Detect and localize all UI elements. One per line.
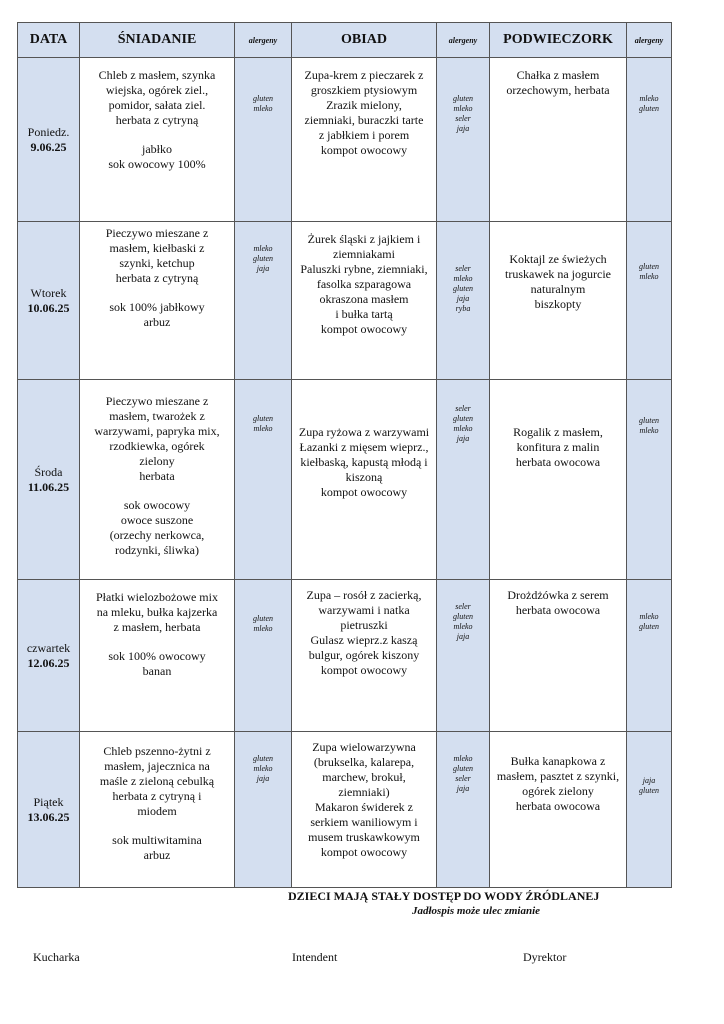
menu-line: Płatki wielozbożowe mix [96,590,218,604]
allergen-item: gluten [453,284,473,293]
allergen-item: gluten [253,614,273,623]
lunch-allergens-cell [437,580,490,732]
menu-line: miodem [137,804,177,818]
breakfast-allergens-cell [235,580,292,732]
menu-line: zielony [139,454,175,468]
menu-line: herbata z cytryną [115,113,199,127]
menu-line: Makaron świderek z [315,800,413,814]
allergen-item: mleko [639,272,659,281]
allergen-item: gluten [639,622,659,631]
allergen-item: jaja [456,632,470,641]
allergen-item: mleko [453,754,473,763]
menu-line: warzywami, papryka mix, [94,424,220,438]
menu-line: sok 100% jabłkowy [109,300,205,314]
allergen-item: jaja [642,776,656,785]
menu-line: maśle z zieloną cebulką [99,774,215,788]
menu-line: fasolka szparagowa [316,277,412,291]
menu-line: wiejska, ogórek ziel., [105,83,209,97]
menu-table [17,22,672,888]
line-gap [83,819,231,833]
lunch-cell [292,380,437,580]
allergen-item: jaja [456,784,470,793]
snack-allergens-cell [627,222,672,380]
menu-line: kompot owocowy [320,663,408,677]
snack-cell [490,58,627,222]
header-allergens-lunch: alergeny [437,23,490,58]
menu-line: serkiem waniliowym i [310,815,418,829]
allergen-item: jaja [456,124,470,133]
menu-line: okraszona masłem [319,292,409,306]
menu-row [18,580,672,732]
menu-line: Drożdżówka z serem [507,588,609,602]
header-date: DATA [18,23,80,58]
breakfast-allergens-cell [235,732,292,888]
allergen-item: gluten [253,414,273,423]
menu-line: ziemniaki, buraczki tarte [304,113,424,127]
header-allergens-snack: alergeny [627,23,672,58]
menu-line: Zupa – rosół z zacierką, [306,588,422,602]
snack-allergens-cell [627,380,672,580]
day-date: 10.06.25 [27,300,70,315]
line-gap [83,128,231,142]
breakfast-cell [80,732,235,888]
lunch-allergens-cell [437,58,490,222]
menu-line: Żurek śląski z jajkiem i [307,232,421,246]
menu-line: Zupa ryżowa z warzywami [298,425,430,439]
allergen-item: gluten [453,764,473,773]
breakfast-allergens-cell [235,222,292,380]
allergen-item: gluten [639,104,659,113]
menu-line: banan [142,664,172,678]
allergen-item: mleko [639,426,659,435]
lunch-allergens-cell [437,732,490,888]
day-date: 9.06.25 [30,139,67,154]
allergen-item: mleko [253,764,273,773]
menu-line: rzodkiewka, ogórek [109,439,205,453]
signature-cook: Kucharka [33,950,80,964]
menu-line: masłem, kiełbaski z [109,241,205,255]
menu-line: ogórek zielony [522,784,594,798]
allergen-item: gluten [253,254,273,263]
menu-line: arbuz [143,848,171,862]
lunch-cell [292,732,437,888]
menu-line: herbata owocowa [515,799,601,813]
menu-line: (orzechy nerkowca, [109,528,205,542]
menu-line: herbata owocowa [515,603,601,617]
allergen-item: seler [455,602,471,611]
menu-row [18,732,672,888]
day-cell [18,380,80,580]
allergen-item: seler [455,264,471,273]
day-cell [18,58,80,222]
menu-line: sok multiwitamina [112,833,202,847]
breakfast-cell [80,222,235,380]
menu-line: groszkiem ptysiowym [310,83,418,97]
header-breakfast: ŚNIADANIE [80,23,235,58]
allergen-item: mleko [453,424,473,433]
menu-line: Gulasz wieprz.z kaszą [310,633,418,647]
menu-line: Zupa wielowarzywna [312,740,416,754]
allergen-item: gluten [453,612,473,621]
allergen-item: mleko [453,104,473,113]
signature-director: Dyrektor [523,950,567,964]
snack-allergens-cell [627,580,672,732]
allergen-item: seler [455,114,471,123]
menu-line: sok owocowy 100% [108,157,206,171]
allergen-item: jaja [456,294,470,303]
allergen-item: mleko [453,622,473,631]
menu-line: szynki, ketchup [119,256,195,270]
allergen-item: gluten [253,94,273,103]
allergen-item: jaja [256,774,270,783]
day-name: Poniedz. [27,124,70,139]
line-gap [83,286,231,300]
menu-row [18,380,672,580]
menu-line: truskawek na jogurcie [505,267,611,281]
lunch-cell [292,58,437,222]
line-gap [83,635,231,649]
day-name: Piątek [33,794,64,809]
header-allergens-breakfast: alergeny [235,23,292,58]
menu-row [18,58,672,222]
day-cell [18,222,80,380]
allergen-item: gluten [639,786,659,795]
menu-line: naturalnym [530,282,586,296]
snack-cell [490,380,627,580]
menu-line: kompot owocowy [320,485,408,499]
menu-line: masłem, pasztet z szynki, [496,769,620,783]
menu-line: arbuz [143,315,171,329]
menu-line: z jabłkiem i porem [318,128,410,142]
menu-line: pietruszki [340,618,388,632]
allergen-item: jaja [256,264,270,273]
menu-line: orzechowym, herbata [506,83,610,97]
menu-line: Chałka z masłem [516,68,600,82]
allergen-item: mleko [639,612,659,621]
day-cell [18,732,80,888]
menu-line: pomidor, sałata ziel. [108,98,206,112]
breakfast-allergens-cell [235,58,292,222]
menu-line: Pieczywo mieszane z [105,226,209,240]
menu-line: owoce suszone [120,513,194,527]
menu-line: bulgur, ogórek kiszony [308,648,420,662]
allergen-item: mleko [453,274,473,283]
snack-cell [490,732,627,888]
menu-line: Chleb z masłem, szynka [98,68,216,82]
menu-line: sok 100% owocowy [108,649,206,663]
breakfast-cell [80,58,235,222]
day-date: 12.06.25 [27,655,70,670]
menu-line: marchew, brokuł, [322,770,406,784]
menu-line: ziemniakami [333,247,395,261]
day-date: 11.06.25 [27,479,70,494]
menu-line: masłem, twarożek z [109,409,205,423]
menu-line: musem truskawkowym [308,830,420,844]
menu-line: herbata z cytryną [115,271,199,285]
allergen-item: mleko [253,244,273,253]
menu-line: ziemniaki) [338,785,390,799]
breakfast-cell [80,580,235,732]
breakfast-allergens-cell [235,380,292,580]
menu-line: konfitura z malin [516,440,600,454]
menu-line: Łazanki z mięsem wieprz., [299,440,429,454]
menu-line: Chleb pszenno-żytni z [103,744,211,758]
menu-line: jabłko [142,142,172,156]
menu-line: z masłem, herbata [113,620,201,634]
signature-steward: Intendent [292,950,338,964]
header-snack: PODWIECZORK [490,23,627,58]
menu-line: kompot owocowy [320,143,408,157]
header-row [18,23,672,58]
allergen-item: seler [455,404,471,413]
day-date: 13.06.25 [27,809,70,824]
allergen-item: mleko [253,104,273,113]
menu-line: rodzynki, śliwka) [115,543,199,557]
menu-change-note: Jadłospis może ulec zmianie [412,905,541,917]
menu-line: herbata owocowa [515,455,601,469]
menu-line: i bułka tartą [335,307,393,321]
lunch-allergens-cell [437,222,490,380]
menu-line: Paluszki rybne, ziemniaki, [300,262,428,276]
menu-line: Zrazik mielony, [326,98,402,112]
snack-allergens-cell [627,732,672,888]
water-notice: DZIECI MAJĄ STAŁY DOSTĘP DO WODY ŹRÓDLANEJ [288,889,600,903]
snack-allergens-cell [627,58,672,222]
snack-cell [490,222,627,380]
allergen-item: mleko [253,424,273,433]
menu-line: Pieczywo mieszane z [105,394,209,408]
allergen-item: gluten [253,754,273,763]
allergen-item: gluten [453,94,473,103]
line-gap [83,484,231,498]
allergen-item: mleko [639,94,659,103]
header-lunch: OBIAD [292,23,437,58]
menu-body [18,58,672,888]
menu-line: herbata z cytryną i [112,789,202,803]
day-name: czwartek [26,640,71,655]
allergen-item: ryba [455,304,471,313]
allergen-item: gluten [639,262,659,271]
menu-line: kiełbaską, kapustą młodą i [300,455,428,469]
lunch-allergens-cell [437,380,490,580]
menu-line: biszkopty [534,297,582,311]
lunch-cell [292,580,437,732]
menu-line: (brukselka, kalarepa, [313,755,415,769]
day-name: Środa [34,464,63,479]
menu-line: Zupa-krem z pieczarek z [304,68,424,82]
menu-line: kompot owocowy [320,845,408,859]
day-cell [18,580,80,732]
allergen-item: seler [455,774,471,783]
lunch-cell [292,222,437,380]
menu-line: herbata [139,469,175,483]
menu-line: Koktajl ze świeżych [509,252,607,266]
menu-line: masłem, jajecznica na [104,759,210,773]
menu-line: na mleku, bułka kajzerka [96,605,218,619]
menu-line: kompot owocowy [320,322,408,336]
allergen-item: gluten [639,416,659,425]
allergen-item: gluten [453,414,473,423]
menu-line: sok owocowy [123,498,191,512]
breakfast-cell [80,380,235,580]
day-name: Wtorek [30,285,67,300]
menu-line: Bułka kanapkowa z [510,754,606,768]
menu-line: warzywami i natka [318,603,410,617]
menu-line: Rogalik z masłem, [513,425,603,439]
snack-cell [490,580,627,732]
allergen-item: jaja [456,434,470,443]
menu-line: kiszoną [345,470,383,484]
menu-row [18,222,672,380]
allergen-item: mleko [253,624,273,633]
